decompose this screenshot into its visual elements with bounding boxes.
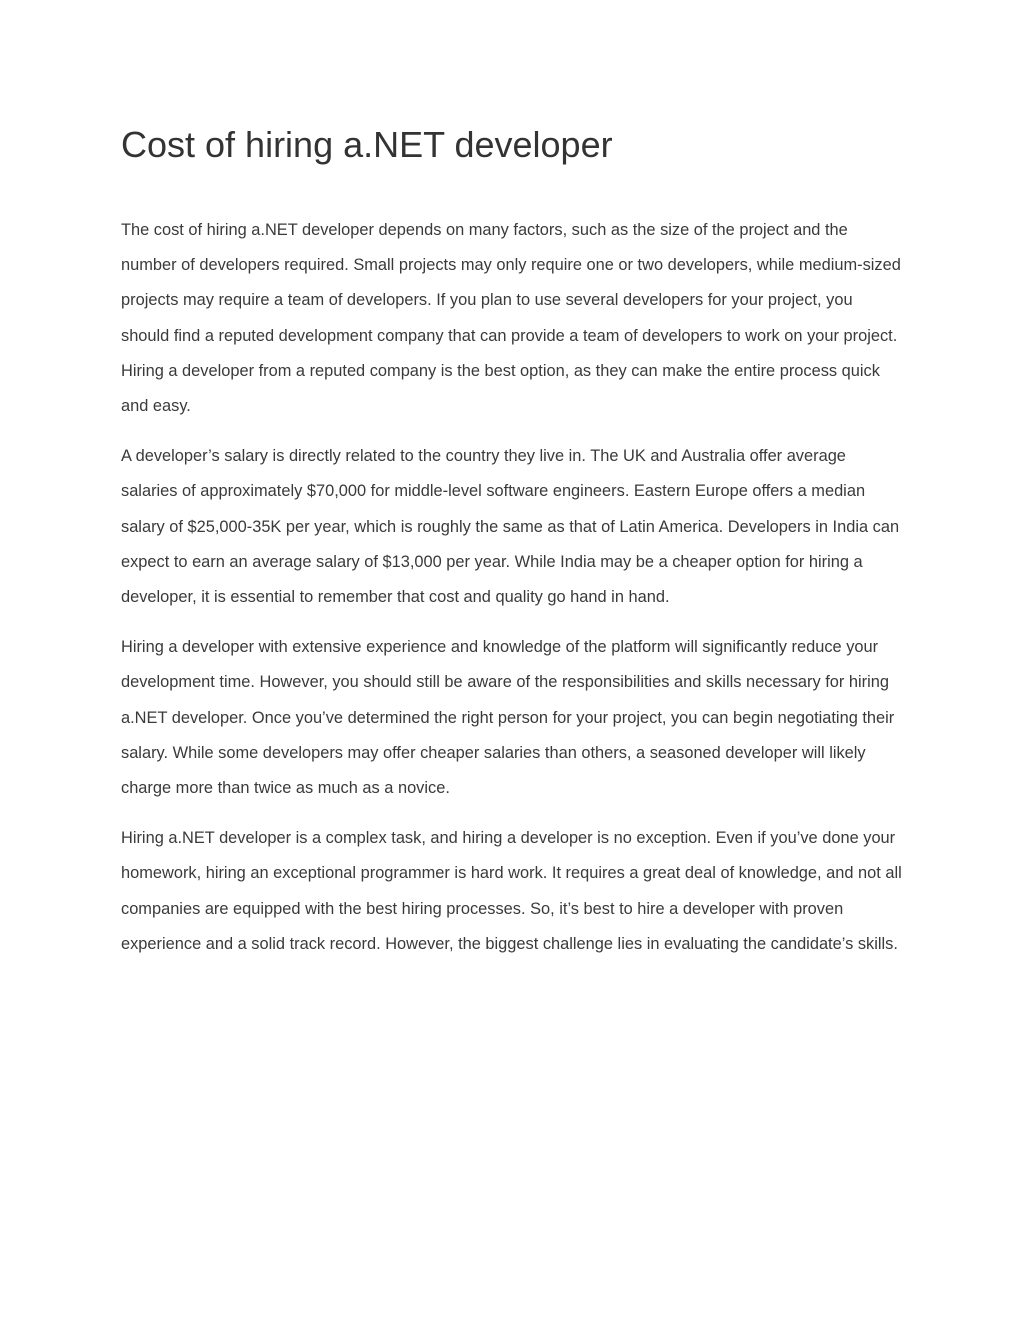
paragraph-3: Hiring a developer with extensive experience and knowledge of the platform will significantly reduce your development time. However, you should still be aware of the responsibilities and skills necessary for hiring a.NET developer. Once you’ve determined the right person for your project, you can begin negotiating their salary. While some developers may offer cheaper salaries than others, a seasoned developer will likely charge more than twice as much as a novice. xyxy=(121,638,895,798)
article-body xyxy=(121,213,905,977)
paragraph-2: A developer’s salary is directly related to the country they live in. The UK and Australia offer average salaries of approximately $70,000 for middle-level software engineers. Eastern Europe offers a median salary of $25,000-35K per year, which is roughly the same as that of Latin America. Developers in India can expect to earn an average salary of $13,000 per year. While India may be a cheaper option for hiring a developer, it is essential to remember that cost and quality go hand in hand. xyxy=(121,447,900,607)
paragraph-4: Hiring a.NET developer is a complex task, and hiring a developer is no exception. Even if you’ve done your homework, hiring an exceptional programmer is hard work. It requires a great deal of knowledge, and not all companies are equipped with the best hiring processes. So, it’s best to hire a developer with proven experience and a solid track record. However, the biggest challenge lies in evaluating the candidate’s skills. xyxy=(121,829,902,953)
paragraph-1: The cost of hiring a.NET developer depends on many factors, such as the size of the project and the number of developers required. Small projects may only require one or two developers, while medium-sized projects may require a team of developers. If you plan to use several developers for your project, you should find a reputed development company that can provide a team of developers to work on your project. Hiring a developer from a reputed company is the best option, as they can make the entire process quick and easy. xyxy=(121,221,901,416)
page-title: Cost of hiring a.NET developer xyxy=(121,124,613,165)
